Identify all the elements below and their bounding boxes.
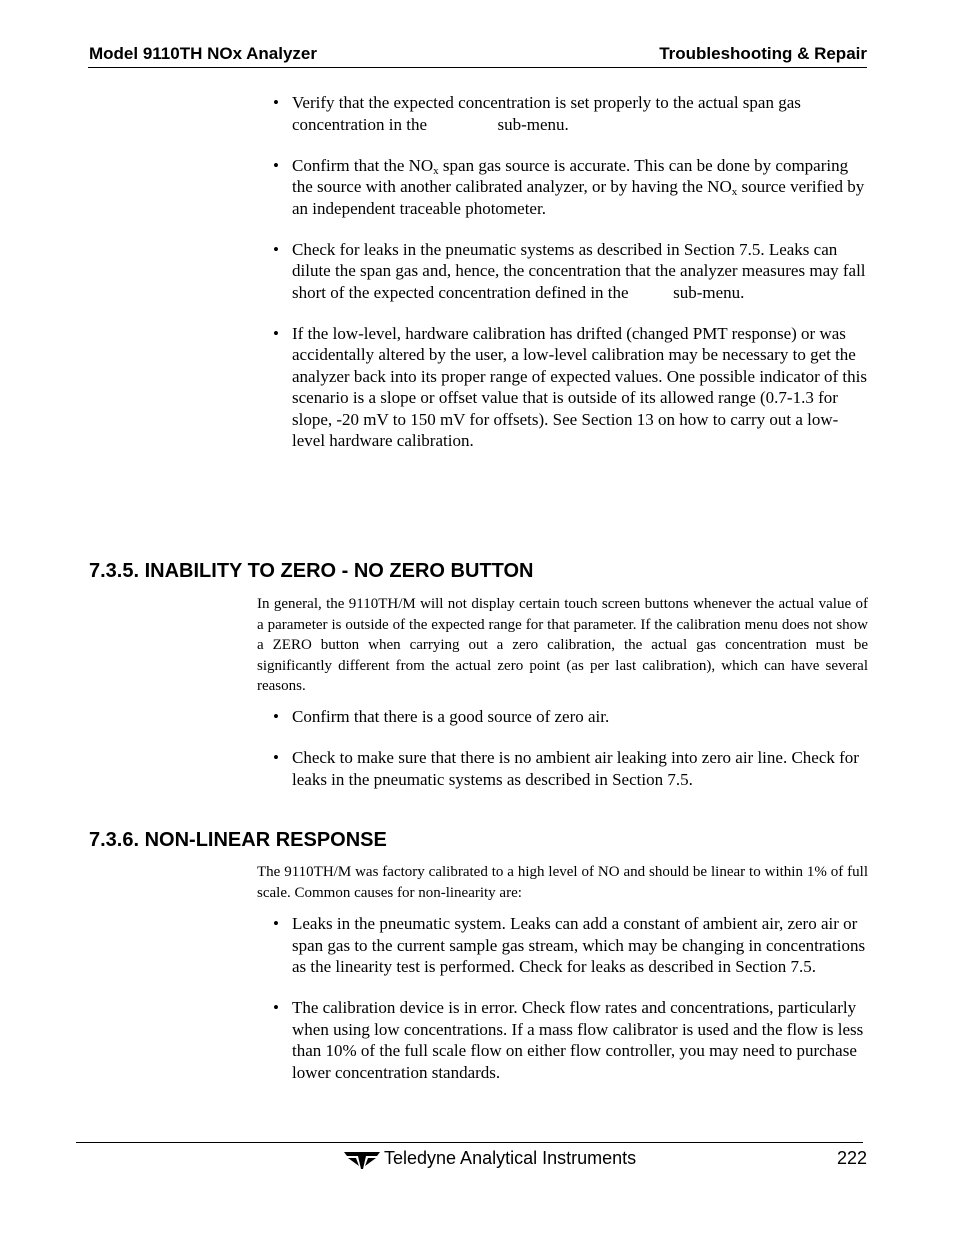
section-heading: 7.3.6. NON-LINEAR RESPONSE — [89, 829, 387, 851]
header-section: Troubleshooting & Repair — [659, 44, 867, 63]
bullet-list-nonlinear — [270, 913, 870, 1103]
bullet-list-zero — [270, 706, 870, 810]
header-title: Model 9110TH NOx Analyzer — [89, 44, 318, 63]
list-item: • Confirm that the $NO_x$ span gas source is accurate. This can be done by comparing the source with another calibrated analyzer, or by having the $NO_x$ source verified by an independent traceable photometer. — [270, 155, 870, 220]
list-item: • Check for leaks in the pneumatic systems as described in Section 7.5. Leaks can dilute the span gas and, hence, the concentration that the analyzer measures may fall short of the expected concentration defined in the sub-menu. — [270, 239, 870, 304]
list-item: • Leaks in the pneumatic system. Leaks can add a constant of ambient air, zero air or span gas to the current sample gas stream, which may be changing in concentrations as the linearity test is performed. Check for leaks as described in Section 7.5. — [270, 913, 870, 978]
list-item: • The calibration device is in error. Check flow rates and concentrations, particularly when using low concentrations. If a mass flow calibrator is used and the flow is less than 10% of the full scale flow on either flow controller, you may need to purchase lower concentration standards. — [270, 997, 870, 1083]
teledyne-logo-icon — [344, 1148, 380, 1170]
list-item: • If the low-level, hardware calibration has drifted (changed PMT response) or was accidentally altered by the user, a low-level calibration may be necessary to get the analyzer back into its proper range of expected values. One possible indicator of this scenario is a slope or offset value that is outside of its allowed range (0.7-1.3 for slope, -20 mV to 150 mV for offsets). See Section 13 on how to carry out a low-level hardware calibration. — [270, 323, 870, 452]
section-heading: 7.3.5. INABILITY TO ZERO - NO ZERO BUTTON — [89, 560, 534, 582]
section-paragraph: In general, the 9110TH/M will not display certain touch screen buttons whenever the actual value of a parameter is outside of the expected range for that parameter. If the calibration menu does not show a ZERO button when carrying out a zero calibration, the actual gas concentration must be significantly different from the actual zero point (as per last calibration), which can have several reasons. — [257, 596, 868, 694]
section-paragraph: The 9110TH/M was factory calibrated to a high level of NO and should be linear to within 1% of full scale. Common causes for non-linearity are: — [257, 864, 868, 901]
bullet-list-top — [270, 92, 870, 471]
footer-rule — [76, 1142, 863, 1143]
header-rule — [88, 67, 867, 68]
list-item: • Confirm that there is a good source of zero air. — [270, 706, 870, 728]
footer-company: Teledyne Analytical Instruments — [384, 1148, 637, 1168]
list-item: • Check to make sure that there is no ambient air leaking into zero air line. Check for leaks in the pneumatic systems as described in Section 7.5. — [270, 747, 870, 790]
list-item: • Verify that the expected concentration is set properly to the actual span gas concentration in the sub-menu. — [270, 92, 870, 135]
page-number: 222 — [836, 1148, 867, 1168]
